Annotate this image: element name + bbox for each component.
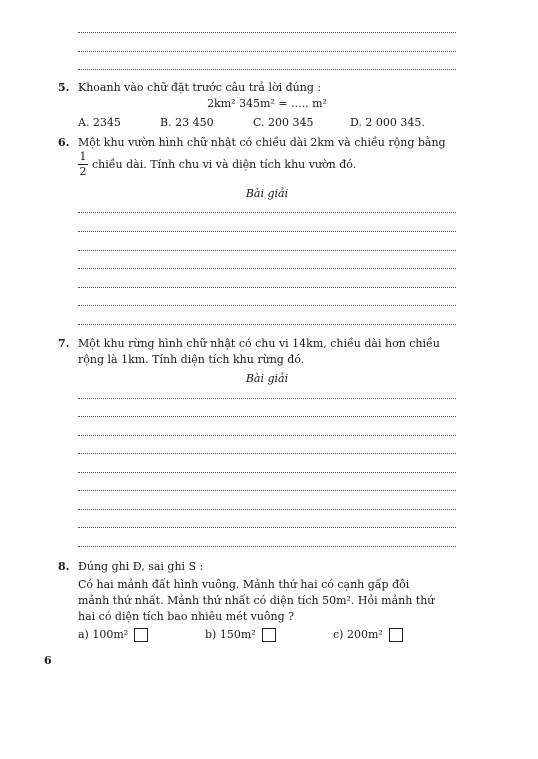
question-8-line-3: hai có diện tích bao nhiêu mét vuông ? [78,610,295,623]
question-5-option-c[interactable]: C. 200 345 [253,116,314,129]
question-5-option-a[interactable]: A. 2345 [78,116,121,129]
answer-line[interactable] [78,250,456,251]
answer-line[interactable] [78,490,456,491]
question-7-line-1: Một khu rừng hình chữ nhật có chu vi 14km, chiều dài hơn chiều [78,337,440,350]
answer-line [78,51,456,52]
question-8-option-a-label: a) 100m² [78,628,129,641]
question-5-option-d[interactable]: D. 2 000 345. [350,116,425,129]
answer-line[interactable] [78,527,456,528]
answer-line [78,32,456,33]
answer-line[interactable] [78,398,456,399]
question-6-solution-label: Bài giải [245,187,289,200]
question-8-line-2: mảnh thứ nhất. Mảnh thứ nhất có diện tích 50m². Hỏi mảnh thứ [78,594,435,607]
question-8-option-b-label: b) 150m² [205,628,256,641]
question-5-prompt: Khoanh vào chữ đặt trước câu trả lời đúng : [78,81,322,94]
question-8-instruction: Đúng ghi Đ, sai ghi S : [78,560,204,573]
question-7-line-2: rộng là 1km. Tính diện tích khu rừng đó. [78,353,305,366]
question-8-option-c [333,628,403,642]
question-7-number: 7. [58,337,70,350]
fraction-numerator: 1 [79,150,87,163]
answer-line[interactable] [78,546,456,547]
fraction-one-half [78,151,88,178]
question-5-equation: 2km² 345m² = ..... m² [207,97,327,110]
answer-checkbox-a[interactable] [134,628,148,642]
answer-line[interactable] [78,472,456,473]
answer-line [78,69,456,70]
answer-line[interactable] [78,212,456,213]
question-8-option-a [78,628,148,642]
answer-checkbox-b[interactable] [262,628,276,642]
page-number: 6 [44,654,52,667]
answer-line[interactable] [78,435,456,436]
question-8-number: 8. [58,560,70,573]
question-7-solution-label: Bài giải [245,372,289,385]
question-6-number: 6. [58,136,70,149]
answer-line[interactable] [78,305,456,306]
answer-line[interactable] [78,509,456,510]
question-8-line-1: Có hai mảnh đất hình vuông. Mảnh thứ hai có cạnh gấp đôi [78,578,410,591]
answer-checkbox-c[interactable] [389,628,403,642]
answer-line[interactable] [78,268,456,269]
question-6-line-1: Một khu vườn hình chữ nhật có chiều dài 2km và chiều rộng bằng [78,136,446,149]
question-6-line-2: chiều dài. Tính chu vi và diện tích khu vườn đó. [92,158,357,171]
answer-line[interactable] [78,416,456,417]
question-8-option-c-label: c) 200m² [333,628,383,641]
answer-line[interactable] [78,231,456,232]
answer-line[interactable] [78,324,456,325]
answer-line[interactable] [78,453,456,454]
question-8-option-b [205,628,276,642]
question-5-number: 5. [58,81,70,94]
question-5-option-b[interactable]: B. 23 450 [160,116,214,129]
fraction-denominator: 2 [79,165,87,178]
answer-line[interactable] [78,287,456,288]
